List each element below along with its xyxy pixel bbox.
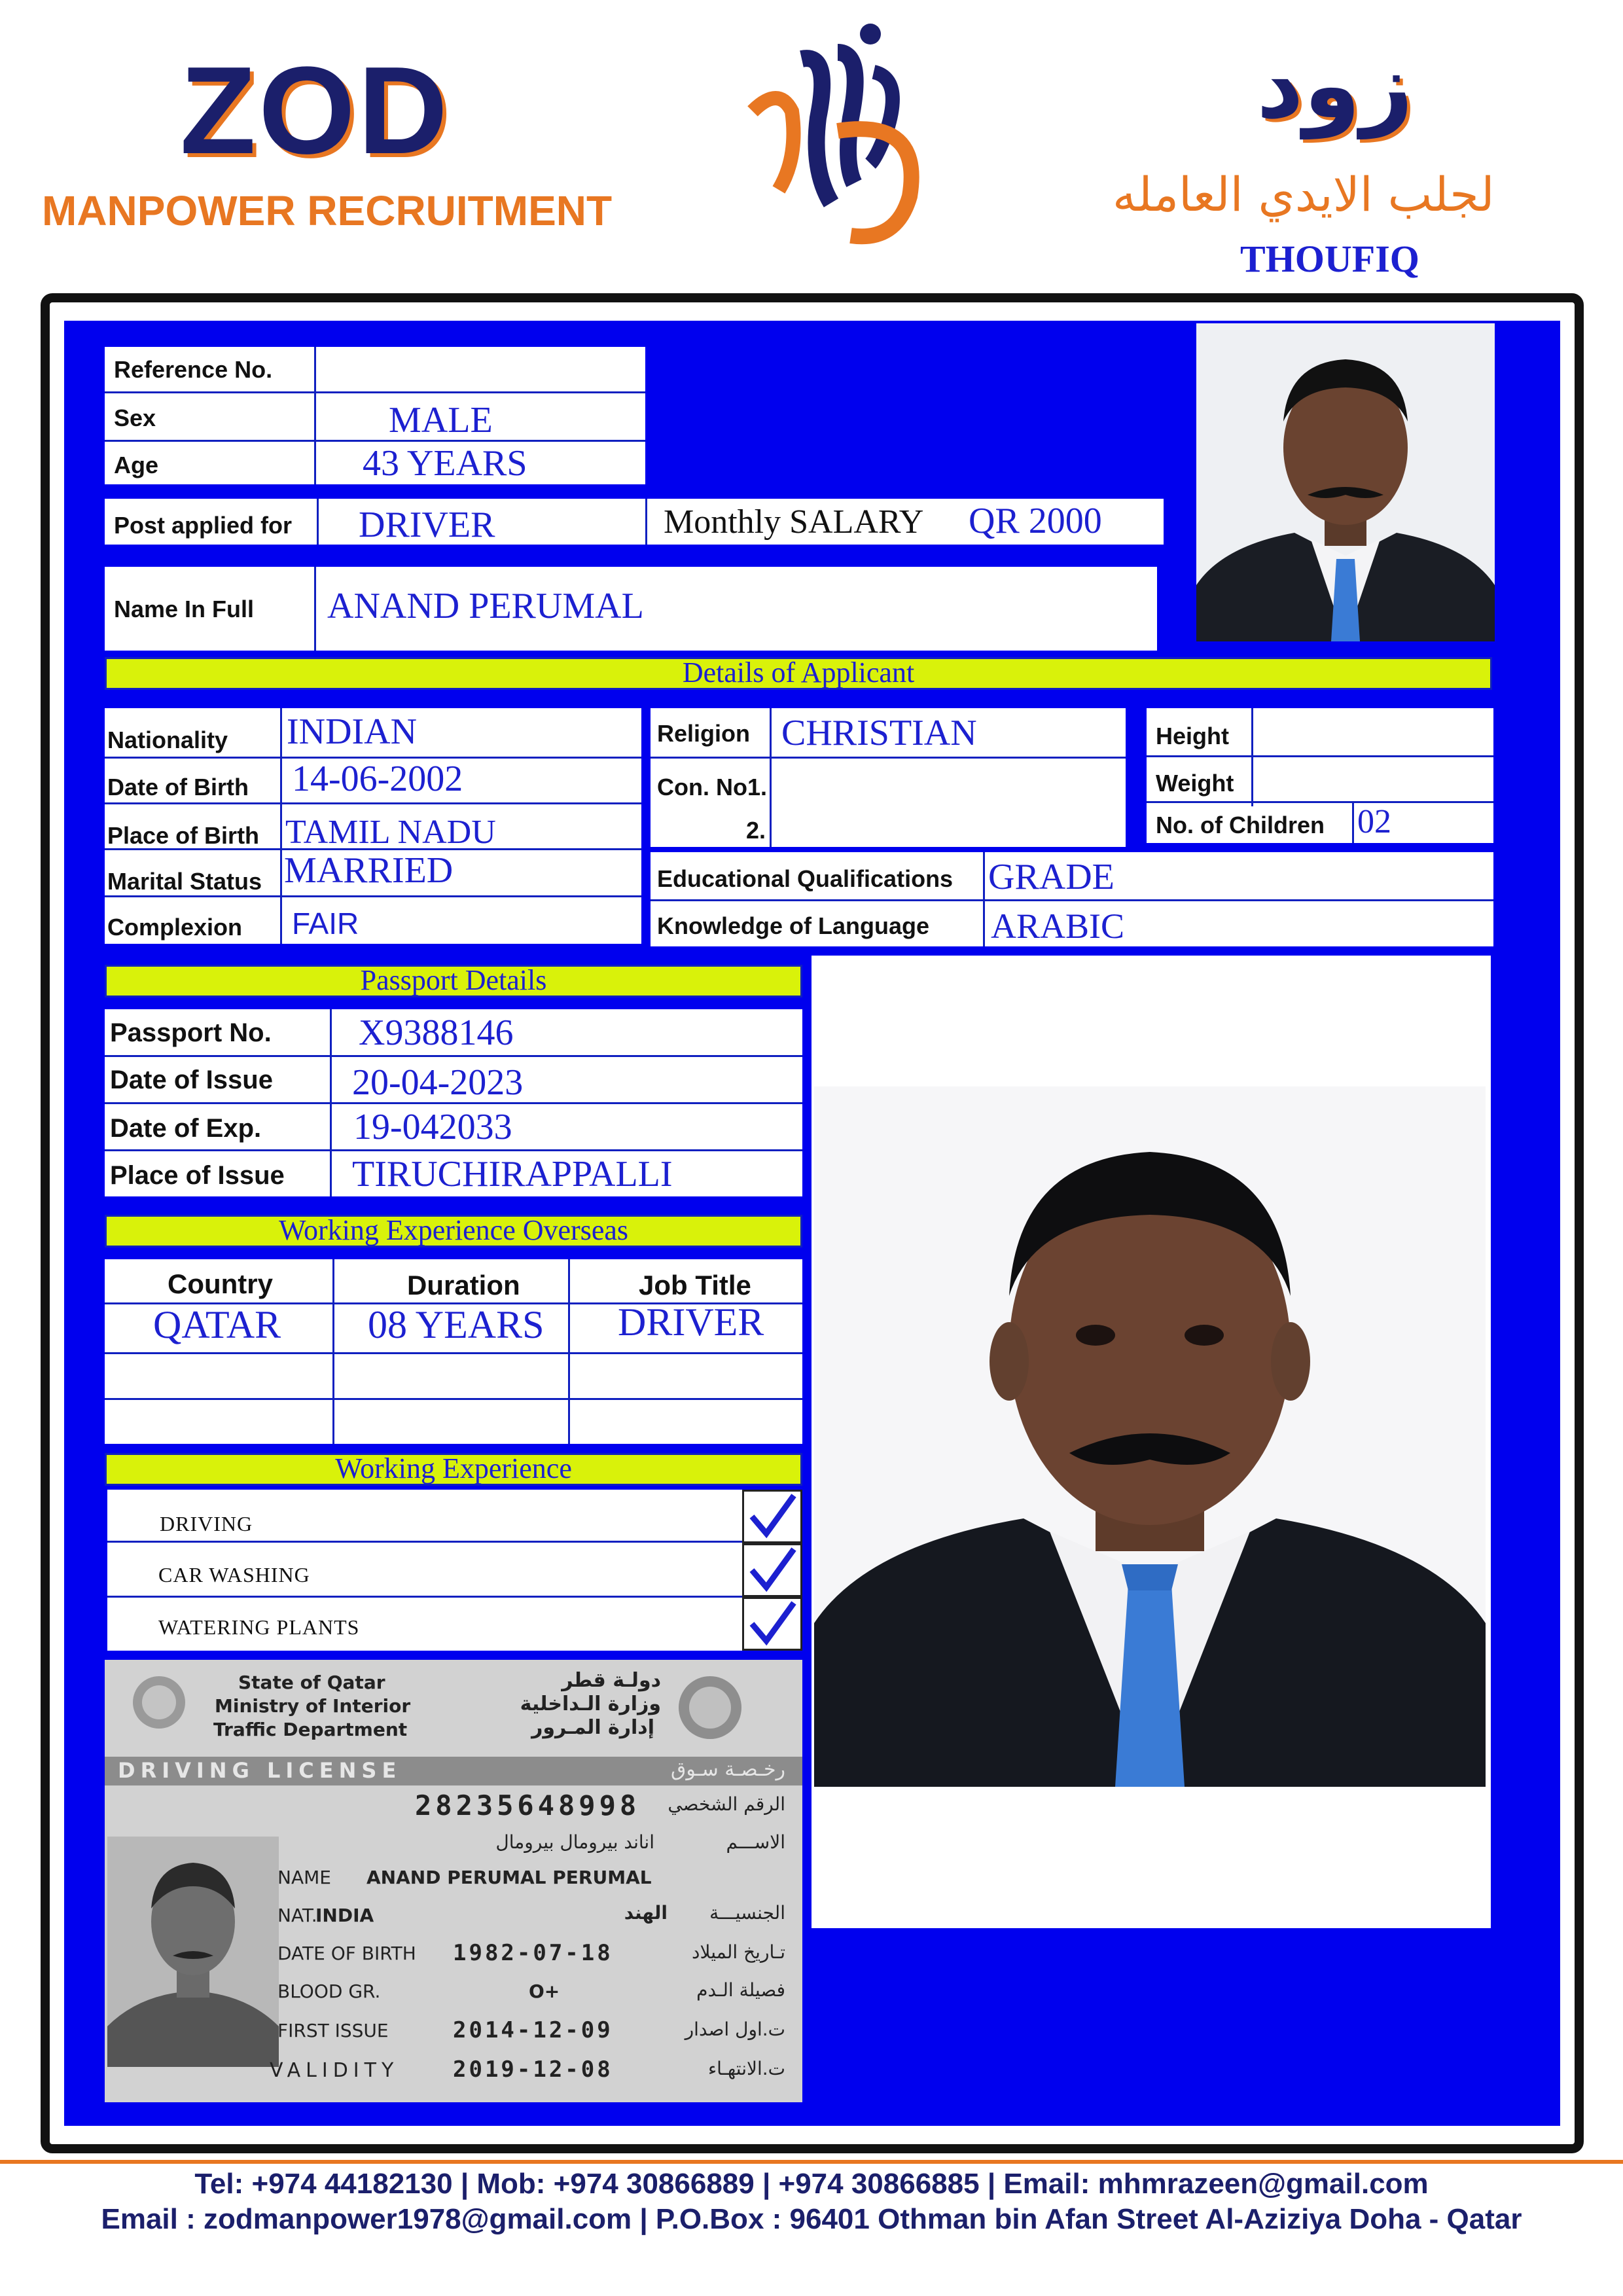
duration-header: Duration [407,1270,520,1300]
license-ar-dob-label: تـاريخ الميلاد [692,1941,785,1963]
footer-contact-line: Tel: +974 44182130 | Mob: +974 30866889 | +974 30866885 | Email: mhmrazeen@gmail.com [194,2168,1429,2200]
pob-label: Place of Birth [107,822,260,849]
contact-1-label: Con. No1. [657,774,767,800]
brand-tagline: MANPOWER RECRUITMENT [42,187,613,234]
license-ar-nat-value: الهند [624,1902,668,1924]
passport-section-title: Passport Details [105,965,802,997]
experience-item-car-washing: CAR WASHING [158,1563,310,1587]
license-validity-value: 2019-12-08 [453,2056,613,2083]
license-ar-doc-type: رخـصـة سـوق [671,1758,785,1781]
qatar-emblem-icon [123,1673,195,1732]
reference-label: Reference No. [114,356,273,383]
license-dob-label: DATE OF BIRTH [277,1943,416,1964]
post-value: DRIVER [359,505,495,545]
job-title-header: Job Title [639,1270,751,1300]
license-photo [107,1837,279,2067]
complexion-label: Complexion [107,914,243,941]
license-ar-name-value: اناند بيرومال بيرومال [495,1831,654,1853]
name-value: ANAND PERUMAL [327,586,644,626]
car-washing-checkbox[interactable] [742,1543,802,1597]
license-nat-label: NAT. [277,1905,317,1926]
overseas-duration: 08 YEARS [368,1303,544,1346]
education-label: Educational Qualifications [657,865,954,892]
dob-value: 14-06-2002 [292,759,463,799]
license-id-number: 28235648998 [415,1789,641,1821]
children-value: 02 [1357,803,1391,840]
license-name-value: ANAND PERUMAL PERUMAL [366,1867,652,1888]
checkmark-icon [744,1492,800,1541]
expiry-date-label: Date of Exp. [110,1114,262,1143]
country-header: Country [168,1268,273,1299]
religion-label: Religion [657,720,750,747]
checkmark-icon [744,1545,800,1595]
overseas-section-title: Working Experience Overseas [105,1215,802,1247]
license-state: State of Qatar [238,1672,385,1693]
license-ar-blood-label: فصيلة الـدم [696,1979,785,2001]
experience-item-watering-plants: WATERING PLANTS [158,1615,360,1639]
applicant-photo-small [1196,323,1495,641]
footer-divider [0,2160,1623,2164]
passport-no-value: X9388146 [359,1013,514,1053]
license-ar-nat-label: الجنسيـــة [709,1902,785,1924]
overseas-country: QATAR [153,1303,281,1346]
age-value: 43 YEARS [363,443,527,484]
license-ministry: Ministry of Interior [215,1695,411,1717]
driving-license-scan [105,1660,802,2102]
nationality-label: Nationality [107,726,228,753]
checkmark-icon [744,1599,800,1649]
experience-item-driving: DRIVING [160,1512,253,1535]
license-ar-department: إدارة المـرور [531,1716,654,1739]
applicant-photo-large [814,1086,1486,1787]
license-ar-validity-label: ت.الانتهـاء [707,2058,785,2079]
issue-place-label: Place of Issue [110,1161,285,1190]
salary-label: Monthly SALARY [664,503,924,541]
license-ar-state: دولـة قطر [562,1669,661,1692]
post-label: Post applied for [114,512,293,539]
license-blood-label: BLOOD GR. [277,1981,381,2002]
education-value: GRADE [988,857,1115,897]
license-validity-label: VALIDITY [270,2059,399,2082]
language-value: ARABIC [991,906,1125,946]
dob-label: Date of Birth [107,774,249,800]
marital-value: MARRIED [284,850,454,891]
details-section-title: Details of Applicant [105,657,1492,690]
issue-date-value: 20-04-2023 [352,1062,524,1103]
driving-checkbox[interactable] [742,1490,802,1543]
sex-value: MALE [389,400,493,440]
agent-name: THOUFIQ [1240,238,1419,280]
expiry-date-value: 19-042033 [353,1107,512,1147]
arabic-brand: زود [1257,33,1414,139]
sex-label: Sex [114,404,156,431]
license-ar-id-label: الرقم الشخصي [668,1793,785,1815]
experience-section-title: Working Experience [105,1453,802,1486]
nationality-value: INDIAN [287,711,418,752]
ministry-emblem-icon [674,1672,746,1744]
watering-plants-checkbox[interactable] [742,1597,802,1651]
marital-label: Marital Status [107,868,262,895]
company-logo [740,13,929,262]
complexion-value: FAIR [292,906,359,941]
license-doc-type: DRIVING LICENSE [118,1758,402,1783]
salary-value: QR 2000 [969,501,1102,541]
issue-date-label: Date of Issue [110,1066,273,1094]
overseas-job-title: DRIVER [618,1300,764,1344]
license-blood-value: O+ [529,1981,560,2002]
license-name-label: NAME [277,1867,331,1888]
license-nat-value: INDIA [315,1905,374,1926]
age-label: Age [114,452,159,478]
language-label: Knowledge of Language [657,912,930,939]
contact-2-label: 2. [746,817,766,844]
passport-no-label: Passport No. [110,1018,272,1047]
brand-name: ZOD [180,41,451,180]
license-dob-value: 1982-07-18 [453,1940,613,1966]
arabic-tagline: لجلب الايدي العامله [1113,167,1495,222]
religion-value: CHRISTIAN [781,713,977,753]
pob-value: TAMIL NADU [285,814,496,851]
footer-address-line: Email : zodmanpower1978@gmail.com | P.O.Box : 96401 Othman bin Afan Street Al-Aziziya Doha - Qatar [101,2203,1522,2235]
license-ar-ministry: وزارة الـداخلية [520,1693,661,1715]
children-label: No. of Children [1156,812,1325,838]
issue-place-value: TIRUCHIRAPPALLI [352,1154,673,1194]
license-department: Traffic Department [213,1719,408,1740]
license-ar-first-issue-label: ت.اول اصدار [685,2018,785,2040]
license-ar-name-label: الاســـم [726,1831,785,1853]
license-first-issue-value: 2014-12-09 [453,2017,613,2043]
license-first-issue-label: FIRST ISSUE [277,2020,389,2041]
name-label: Name In Full [114,596,255,622]
weight-label: Weight [1156,770,1234,797]
height-label: Height [1156,723,1229,749]
